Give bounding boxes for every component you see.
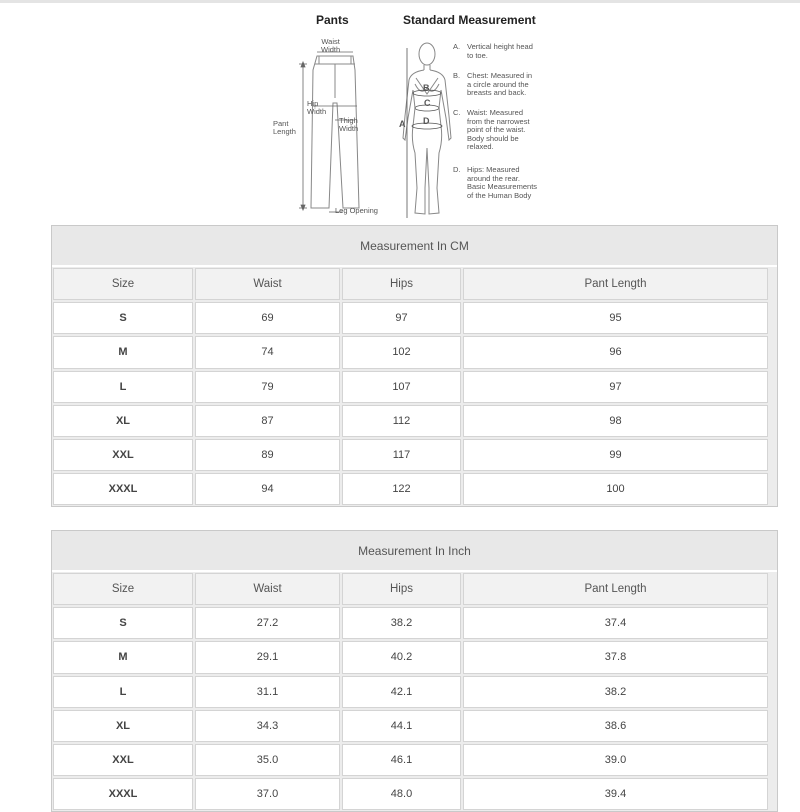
waist-cell: 34.3 — [195, 710, 340, 742]
hips-cell: 48.0 — [342, 778, 461, 810]
pants-title: Pants — [316, 13, 349, 27]
top-divider — [0, 0, 800, 3]
size-cell: L — [53, 676, 193, 708]
waist-cell: 79 — [195, 371, 340, 403]
size-cell: M — [53, 336, 193, 368]
human-figure-icon — [403, 43, 451, 214]
marker-d: D — [423, 116, 430, 126]
header-waist: Waist — [195, 268, 340, 300]
hips-cell: 42.1 — [342, 676, 461, 708]
table-row — [52, 675, 777, 709]
table-row — [52, 640, 777, 674]
hips-cell: 38.2 — [342, 607, 461, 639]
table-row — [52, 335, 777, 369]
pant-length-label: Pant Length — [273, 119, 296, 136]
table-row — [52, 709, 777, 743]
waist-cell: 87 — [195, 405, 340, 437]
size-cell: XXL — [53, 744, 193, 776]
size-cell: XXXL — [53, 778, 193, 810]
inch-header-row — [52, 572, 777, 606]
size-cell: XXXL — [53, 473, 193, 505]
header-size: Size — [53, 268, 193, 300]
waist-cell: 35.0 — [195, 744, 340, 776]
cm-size-table — [51, 225, 778, 507]
table-row — [52, 606, 777, 640]
waist-cell: 29.1 — [195, 641, 340, 673]
header-pant-length: Pant Length — [463, 573, 768, 605]
inch-size-table — [51, 530, 778, 812]
table-row — [52, 301, 777, 335]
waist-cell: 74 — [195, 336, 340, 368]
hips-cell: 107 — [342, 371, 461, 403]
standard-measurement-title: Standard Measurement — [403, 13, 536, 27]
pant-length-cell: 37.8 — [463, 641, 768, 673]
size-cell: S — [53, 302, 193, 334]
pant-length-cell: 38.6 — [463, 710, 768, 742]
pant-length-cell: 97 — [463, 371, 768, 403]
marker-b: B — [423, 83, 430, 93]
waist-cell: 89 — [195, 439, 340, 471]
waist-cell: 69 — [195, 302, 340, 334]
hips-cell: 102 — [342, 336, 461, 368]
table-row — [52, 438, 777, 472]
hips-cell: 97 — [342, 302, 461, 334]
header-size: Size — [53, 573, 193, 605]
hips-cell: 44.1 — [342, 710, 461, 742]
hips-cell: 46.1 — [342, 744, 461, 776]
pant-length-cell: 99 — [463, 439, 768, 471]
pant-length-cell: 95 — [463, 302, 768, 334]
header-hips: Hips — [342, 573, 461, 605]
pant-length-cell: 38.2 — [463, 676, 768, 708]
waist-cell: 37.0 — [195, 778, 340, 810]
header-pant-length: Pant Length — [463, 268, 768, 300]
pant-length-cell: 98 — [463, 405, 768, 437]
table-row — [52, 404, 777, 438]
table-row — [52, 777, 777, 811]
hips-cell: 117 — [342, 439, 461, 471]
marker-c: C — [424, 98, 431, 108]
hip-width-label: Hip Width — [307, 99, 327, 116]
cm-header-row — [52, 267, 777, 301]
leg-opening-label: Leg Opening — [335, 206, 378, 215]
hips-cell: 112 — [342, 405, 461, 437]
marker-a: A — [399, 119, 406, 129]
pant-length-cell: 39.0 — [463, 744, 768, 776]
waist-width-label: Waist Width — [321, 37, 341, 54]
waist-cell: 94 — [195, 473, 340, 505]
pant-length-cell: 39.4 — [463, 778, 768, 810]
table-row — [52, 743, 777, 777]
size-cell: L — [53, 371, 193, 403]
cm-table-title: Measurement In CM — [52, 226, 777, 267]
size-cell: S — [53, 607, 193, 639]
size-cell: M — [53, 641, 193, 673]
size-cell: XL — [53, 710, 193, 742]
size-cell: XL — [53, 405, 193, 437]
header-hips: Hips — [342, 268, 461, 300]
table-row — [52, 472, 777, 506]
waist-cell: 31.1 — [195, 676, 340, 708]
inch-table-title: Measurement In Inch — [52, 531, 777, 572]
measurement-diagram: Pants Standard Measurement Waist Width Hip Width Thigh Width Pant Length Leg Opening A B C D A. Vertical height head to toe. B. Chest: Measured in a circle around the breasts and back. C. Waist: Measured from the narrowest point of the waist. Body should be relaxed. D. Hips: Measured around the rear. Basic Measurements of the Human Body — [255, 8, 565, 223]
table-row — [52, 370, 777, 404]
hips-cell: 122 — [342, 473, 461, 505]
size-cell: XXL — [53, 439, 193, 471]
pant-length-cell: 100 — [463, 473, 768, 505]
thigh-width-label: Thigh Width — [339, 116, 359, 133]
pant-length-cell: 96 — [463, 336, 768, 368]
header-waist: Waist — [195, 573, 340, 605]
waist-cell: 27.2 — [195, 607, 340, 639]
hips-cell: 40.2 — [342, 641, 461, 673]
pant-length-cell: 37.4 — [463, 607, 768, 639]
